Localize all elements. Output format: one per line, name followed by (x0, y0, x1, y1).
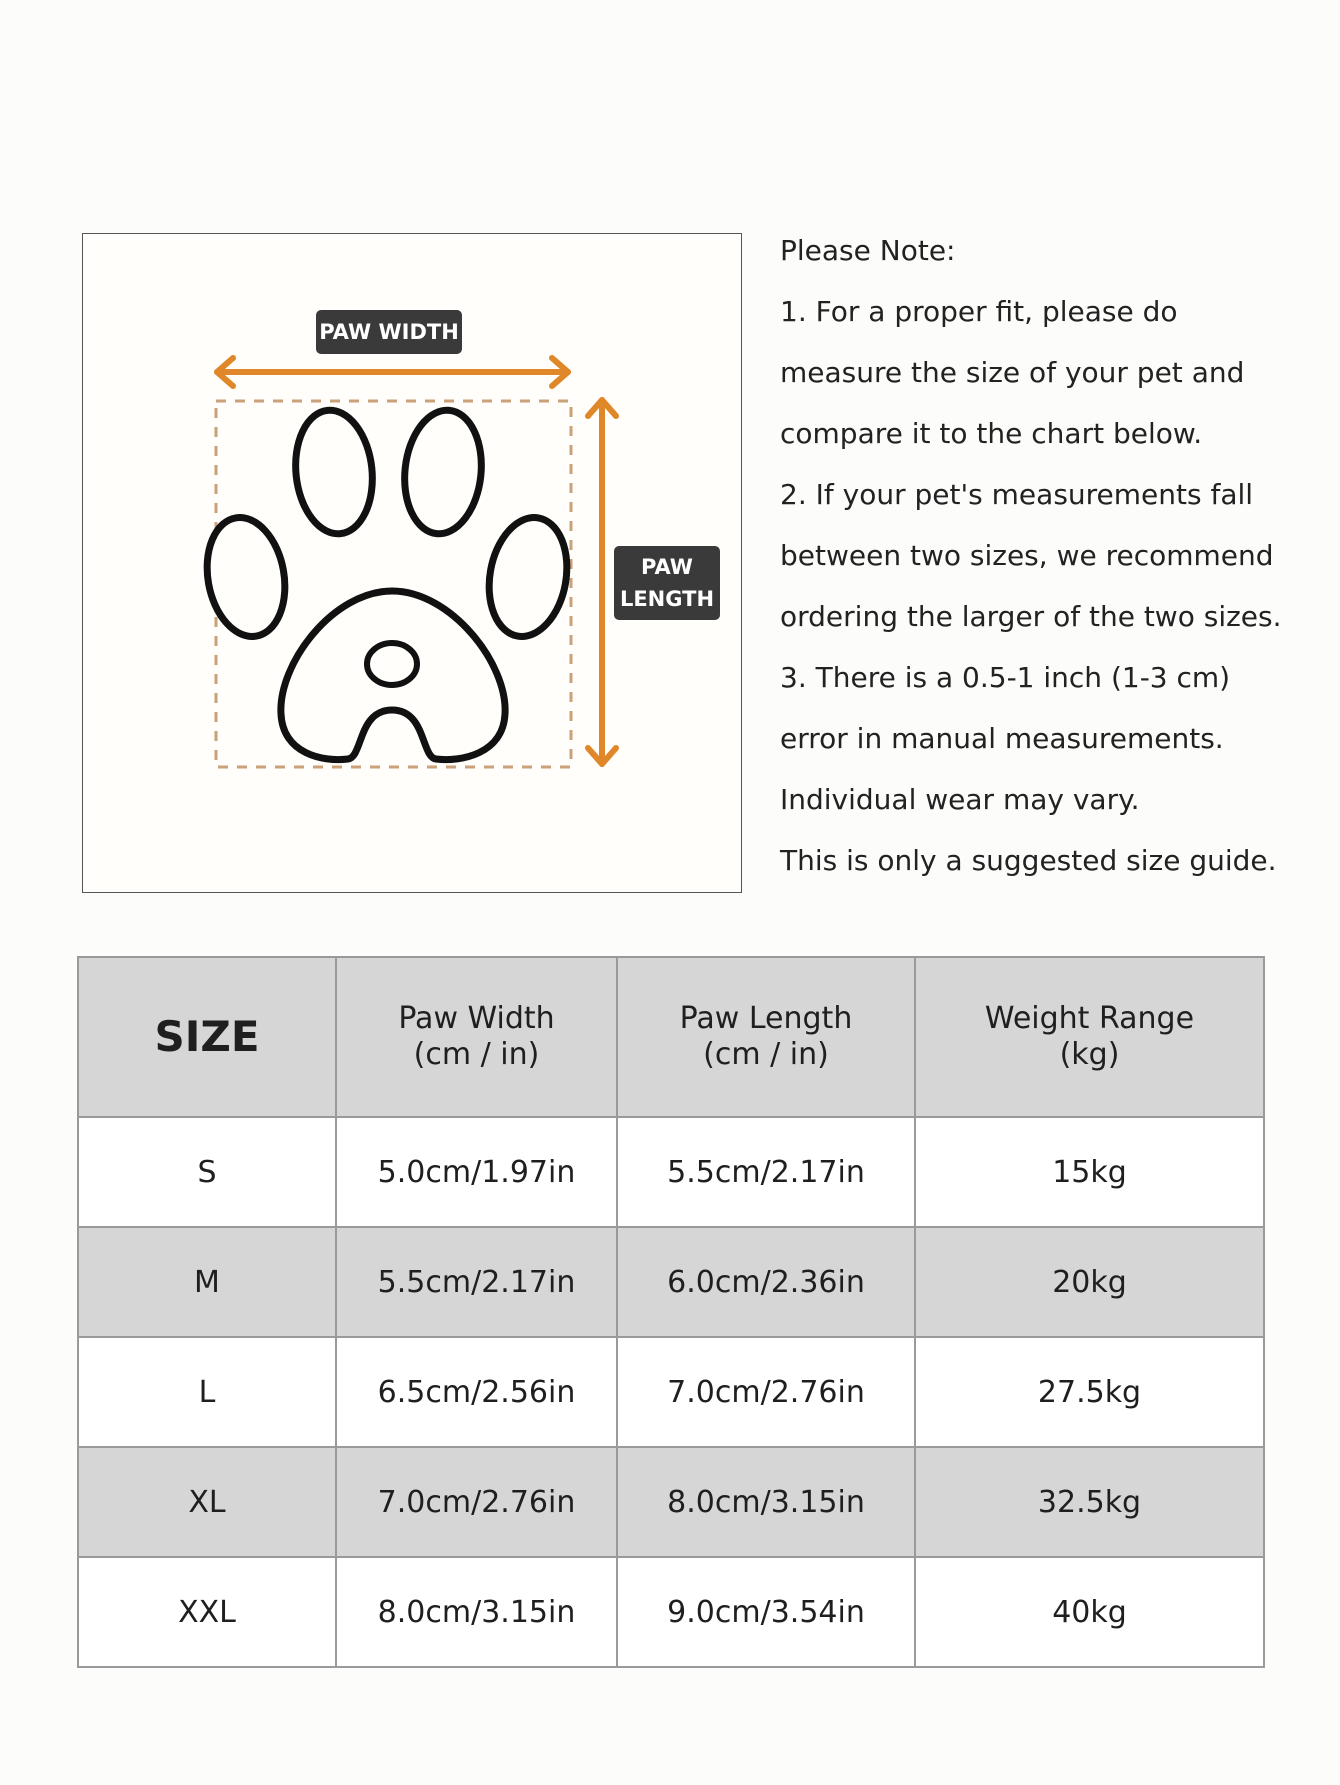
paw-length-label (614, 546, 720, 620)
cell-size: L (78, 1337, 336, 1447)
header-size: SIZE (78, 957, 336, 1117)
cell-size: XL (78, 1447, 336, 1557)
width-arrow (217, 358, 568, 386)
header-paw-width-line2: (cm / in) (413, 1037, 540, 1072)
cell-paw-width: 5.5cm/2.17in (336, 1227, 617, 1337)
cell-paw-width: 6.5cm/2.56in (336, 1337, 617, 1447)
cell-weight: 32.5kg (915, 1447, 1264, 1557)
cell-paw-width: 8.0cm/3.15in (336, 1557, 617, 1667)
size-notes (780, 220, 1300, 891)
table-row (78, 1117, 1264, 1227)
header-weight-range (915, 957, 1264, 1117)
notes-line: error in manual measurements. (780, 722, 1224, 755)
length-arrow (588, 400, 616, 764)
cell-size: M (78, 1227, 336, 1337)
notes-line: 3. There is a 0.5-1 inch (1-3 cm) (780, 661, 1231, 694)
size-chart-table (77, 956, 1265, 1668)
cell-paw-length: 6.0cm/2.36in (617, 1227, 915, 1337)
header-paw-length-line2: (cm / in) (703, 1037, 829, 1072)
table-row (78, 1447, 1264, 1557)
notes-line: 1. For a proper fit, please do (780, 295, 1178, 328)
notes-line: compare it to the chart below. (780, 417, 1203, 450)
paw-print-icon (198, 406, 576, 759)
table-row (78, 1337, 1264, 1447)
cell-weight: 40kg (915, 1557, 1264, 1667)
header-paw-width (336, 957, 617, 1117)
cell-size: S (78, 1117, 336, 1227)
table-row (78, 1227, 1264, 1337)
table-header-row (78, 957, 1264, 1117)
cell-size: XXL (78, 1557, 336, 1667)
cell-weight: 15kg (915, 1117, 1264, 1227)
header-paw-length-line1: Paw Length (679, 1001, 853, 1036)
notes-line: between two sizes, we recommend (780, 539, 1274, 572)
header-paw-length (617, 957, 915, 1117)
cell-paw-width: 7.0cm/2.76in (336, 1447, 617, 1557)
notes-line: ordering the larger of the two sizes. (780, 600, 1282, 633)
paw-width-label: PAW WIDTH (316, 310, 462, 354)
cell-paw-width: 5.0cm/1.97in (336, 1117, 617, 1227)
notes-line: measure the size of your pet and (780, 356, 1245, 389)
cell-paw-length: 9.0cm/3.54in (617, 1557, 915, 1667)
notes-line: Individual wear may vary. (780, 783, 1140, 816)
cell-weight: 27.5kg (915, 1337, 1264, 1447)
notes-line: This is only a suggested size guide. (780, 844, 1277, 877)
notes-line: 2. If your pet's measurements fall (780, 478, 1254, 511)
paw-length-label-line2: LENGTH (619, 587, 715, 611)
paw-measure-diagram (82, 233, 742, 893)
cell-weight: 20kg (915, 1227, 1264, 1337)
table-row (78, 1557, 1264, 1667)
cell-paw-length: 8.0cm/3.15in (617, 1447, 915, 1557)
header-weight-line2: (kg) (1059, 1037, 1120, 1072)
cell-paw-length: 5.5cm/2.17in (617, 1117, 915, 1227)
paw-length-label-line1: PAW (641, 555, 693, 579)
cell-paw-length: 7.0cm/2.76in (617, 1337, 915, 1447)
header-weight-line1: Weight Range (984, 1001, 1195, 1036)
header-paw-width-line1: Paw Width (398, 1001, 555, 1036)
notes-heading: Please Note: (780, 234, 956, 267)
